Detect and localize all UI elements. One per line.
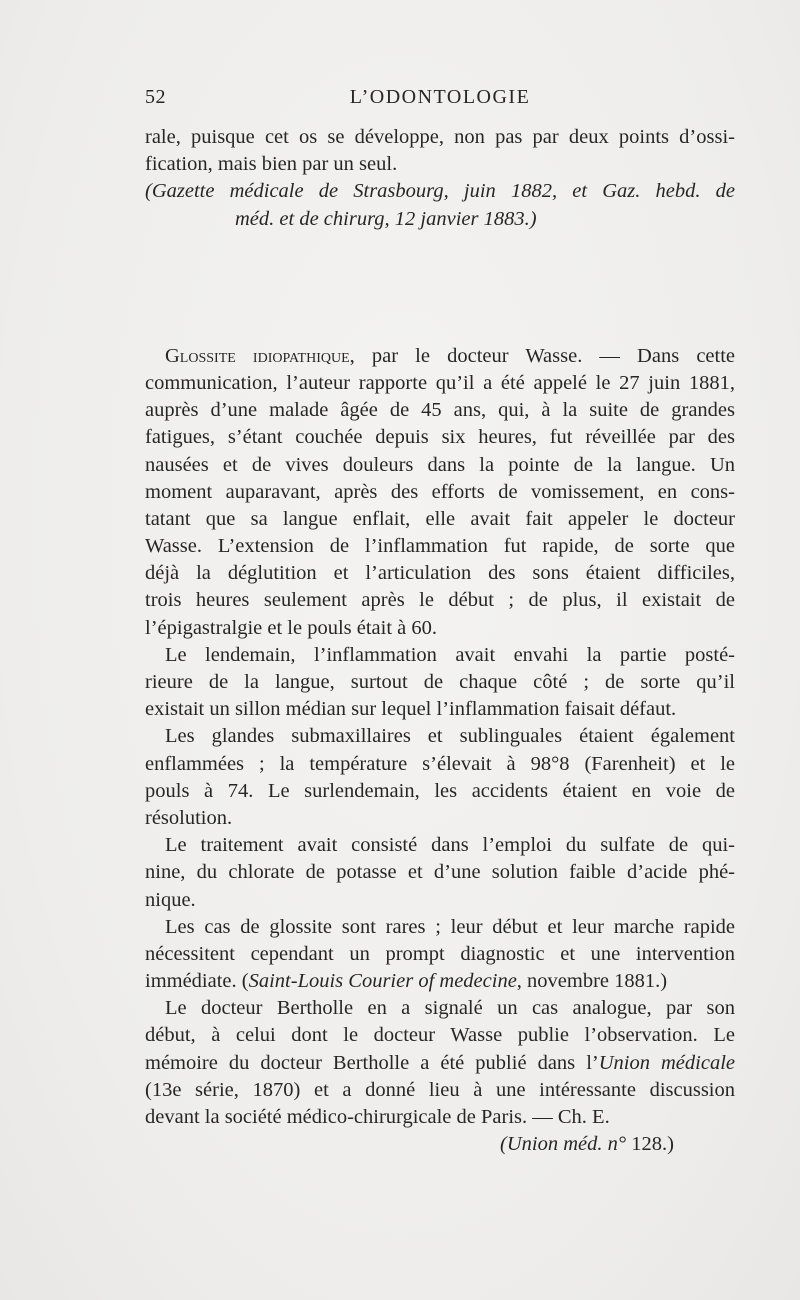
text-line: fatigues, s’étant couchée depuis six heures, fut réveillée par des [145,426,735,449]
text-line: Le lendemain, l’inflammation avait envahi la partie posté- [165,643,735,666]
text-line: moment auparavant, après des efforts de vomissement, en cons- [145,480,735,503]
text-line: déjà la déglutition et l’articulation des sons étaient difficiles, [145,562,735,585]
text-fragment: , novembre 1881.) [516,970,668,993]
text-fragment: mémoire du docteur Bertholle a été publié dans l’ [145,1051,599,1074]
text-fragment: immédiate. ( [145,970,249,993]
article-heading-line [145,343,735,370]
text-line: nécessitent cependant un prompt diagnostic et une intervention [145,942,735,965]
text-line: communication, l’auteur rapporte qu’il a été appelé le 27 juin 1881, [145,371,735,394]
citation-line [145,206,735,233]
text-line: Le docteur Bertholle en a signalé un cas analogue, par son [165,997,735,1020]
running-title: L’ODONTOLOGIE [349,86,531,108]
text-line: tatant que sa langue enflait, elle avait fait appeler le docteur [145,507,735,530]
text-line: Les glandes submaxillaires et sublinguales étaient également [165,725,735,748]
journal-title: Saint-Louis Courier of medecine [248,970,517,993]
text-line: Les cas de glossite sont rares ; leur début et leur marche rapide [165,915,735,938]
text-line: nine, du chlorate de potasse et d’une solution faible d’acide phé- [145,861,735,884]
text-line: (13e série, 1870) et a donné lieu à une intéressante discussion [145,1078,735,1101]
text-line: nausées et de vives douleurs dans la pointe de la langue. Un [145,453,735,476]
text-line: rale, puisque cet os se développe, non pas par deux points d’ossi- [145,126,735,148]
text-line: devant la société médico-chirurgicale de Paris. — Ch. E. [145,1106,610,1128]
journal-title: Union médicale [598,1051,735,1074]
text-line: l’épigastralgie et le pouls était à 60. [145,616,438,639]
article-title: Glossite idiopathique [165,344,350,367]
text-line: Le traitement avait consisté dans l’emploi du sulfate de qui- [165,834,735,857]
citation-text: méd. et de chirurg, 12 janvier 1883.) [235,207,537,230]
section-gap [145,233,735,343]
text-line: pouls à 74. Le surlendemain, les accidents étaient en voie de [145,779,735,802]
text-line: fication, mais bien par un seul. [145,153,398,176]
citation-text: 128.) [626,1133,674,1156]
text-line: début, à celui dont le docteur Wasse publie l’observation. Le [145,1024,735,1047]
text-line [145,968,735,995]
citation-text: (Union méd. n° [500,1133,627,1156]
citation-line [145,178,735,205]
text-line: trois heures seulement après le début ; de plus, il existait de [145,589,735,612]
text-line: Wasse. L’extension de l’inflammation fut rapide, de sorte que [145,535,735,558]
text-line: résolution. [145,806,233,829]
page-body [145,124,735,1158]
text-line: enflammées ; la température s’élevait à 98°8 (Farenheit) et le [145,752,735,775]
text-line: existait un sillon médian sur lequel l’inflammation faisait défaut. [145,698,677,721]
citation-line [145,1131,735,1158]
text-line: nique. [145,888,196,911]
page-header [145,86,735,114]
text-line: auprès d’une malade âgée de 45 ans, qui, à la suite de grandes [145,399,735,422]
article-title-rest: , par le docteur Wasse. — Dans cette [349,344,736,367]
citation-text: (Gazette médicale de Strasbourg, juin 1882, et Gaz. hebd. de [145,180,735,203]
text-line: rieure de la langue, surtout de chaque côté ; de sorte qu’il [145,671,735,693]
text-line [145,1050,735,1077]
page-number: 52 [145,86,166,108]
